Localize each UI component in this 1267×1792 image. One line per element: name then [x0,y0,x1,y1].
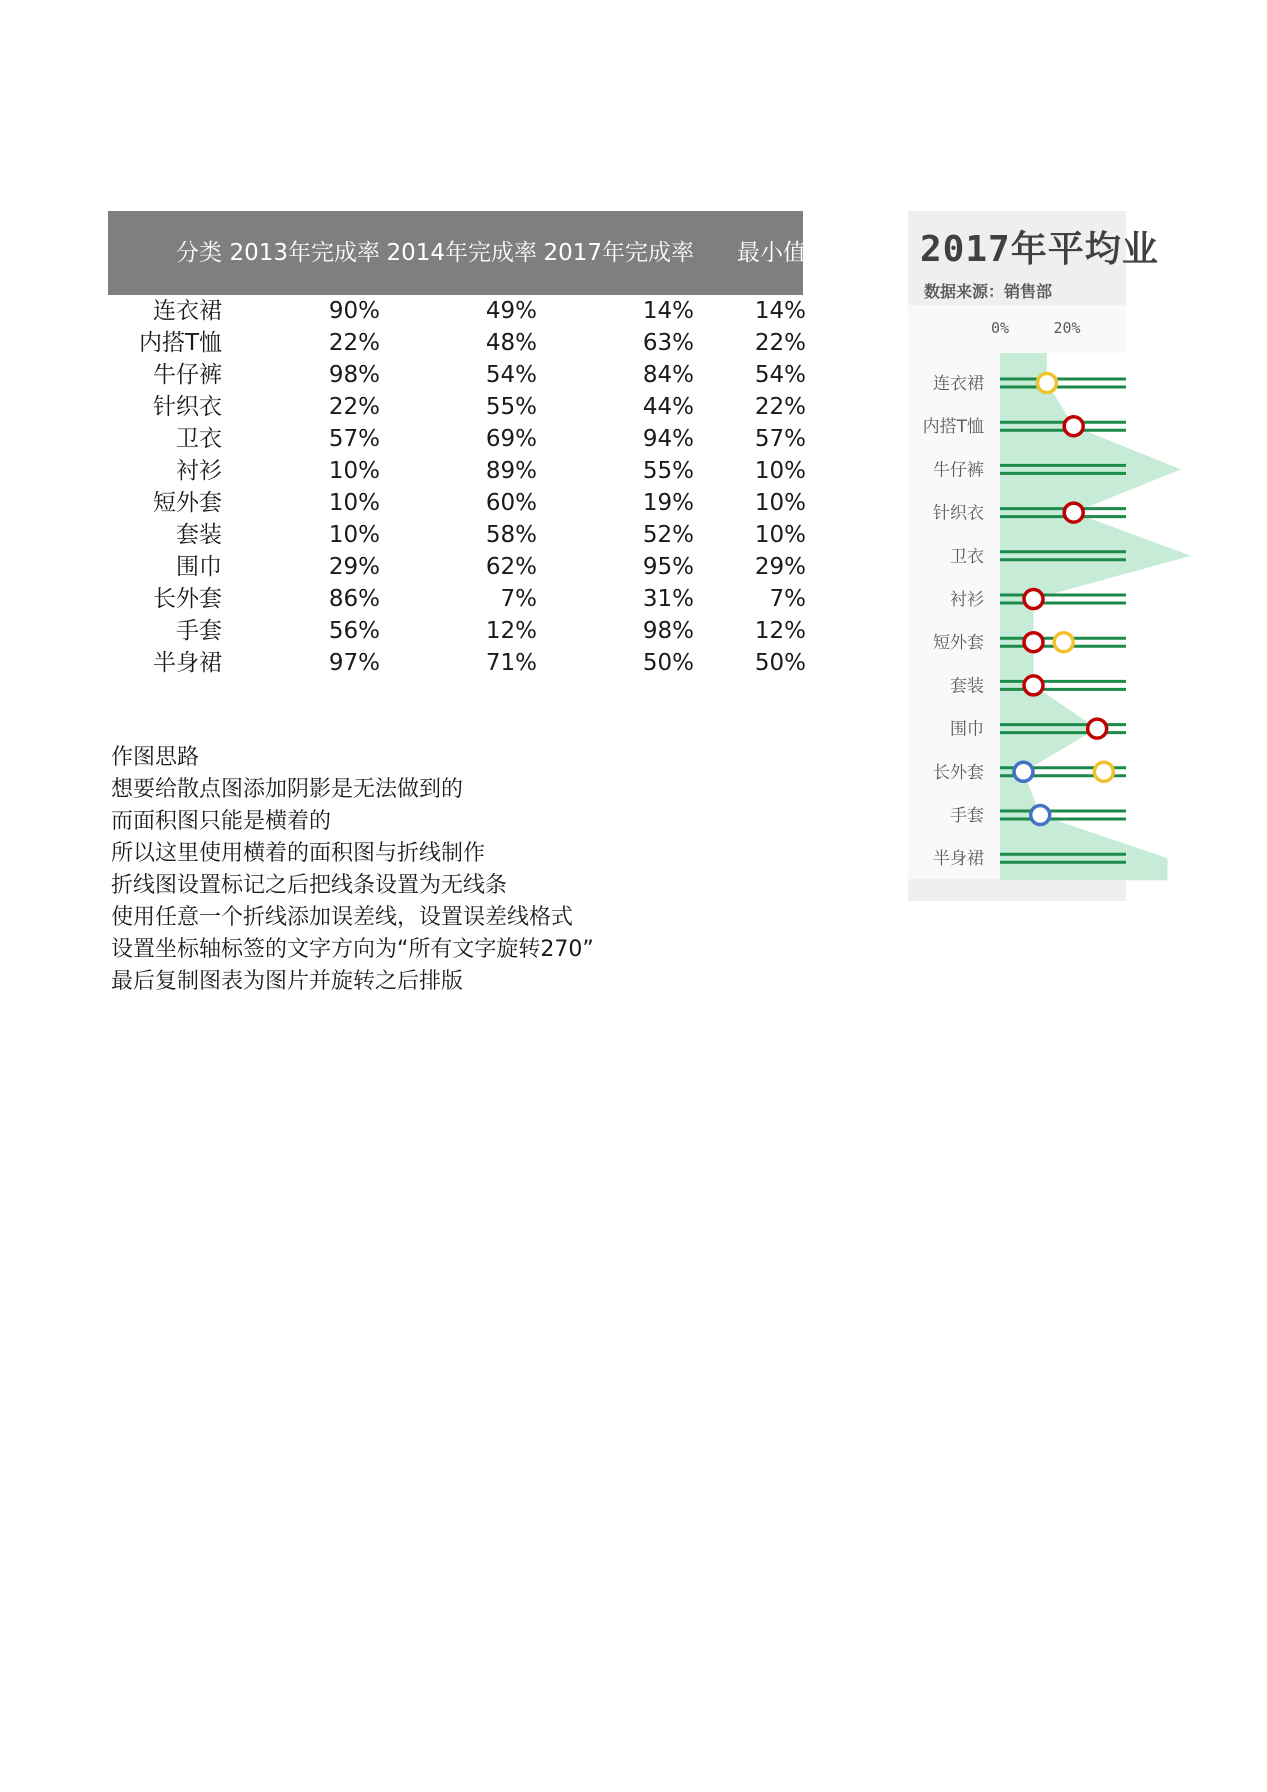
data-point [1064,417,1083,436]
data-point [1088,719,1107,738]
row-2014-rate: 71% [485,650,537,676]
note-line: 设置坐标轴标签的文字方向为“所有文字旋转270” [111,937,594,962]
table-row [108,359,806,391]
table-row [108,487,806,519]
row-category: 牛仔裤 [153,362,222,388]
row-min: 57% [754,426,806,452]
data-point [1037,374,1056,393]
row-category: 手套 [176,618,222,644]
notes-block [111,742,594,998]
category-label: 衬衫 [950,590,984,610]
notes-heading: 作图思路 [111,745,200,770]
table-row [108,615,806,647]
row-2014-rate: 55% [485,394,537,420]
data-point [1054,633,1073,652]
data-point [1024,633,1043,652]
row-2013-rate: 22% [328,394,380,420]
row-2014-rate: 62% [485,554,537,580]
row-min: 7% [769,586,806,612]
chart-title: 2017年平均业 [920,229,1159,270]
row-min: 50% [754,650,806,676]
data-point [1094,762,1113,781]
row-2013-rate: 10% [328,522,380,548]
header-2017-rate: 2017年完成率 [543,240,694,266]
row-min: 22% [754,394,806,420]
row-2017-rate: 94% [642,426,694,452]
row-min: 22% [754,330,806,356]
table-row [108,551,806,583]
table-body [108,295,806,679]
data-point [1014,762,1033,781]
row-2017-rate: 98% [642,618,694,644]
row-2014-rate: 12% [485,618,537,644]
row-min: 14% [754,298,806,324]
row-2014-rate: 58% [485,522,537,548]
category-label: 内搭T恤 [922,417,984,438]
row-category: 内搭T恤 [138,330,222,356]
row-2017-rate: 95% [642,554,694,580]
row-category: 卫衣 [176,426,222,452]
row-min: 29% [754,554,806,580]
header-2014-rate: 2014年完成率 [386,240,537,266]
x-tick-label: 0% [990,319,1010,337]
category-label: 半身裙 [933,849,984,870]
row-min: 54% [754,362,806,388]
row-min: 10% [754,522,806,548]
row-2013-rate: 98% [328,362,380,388]
row-category: 针织衣 [153,394,222,420]
table-row [108,423,806,455]
row-category: 半身裙 [153,650,222,676]
data-point [1024,590,1043,609]
row-2017-rate: 84% [642,362,694,388]
row-min: 10% [754,490,806,516]
row-2013-rate: 57% [328,426,380,452]
table-row [108,391,806,423]
note-line: 使用任意一个折线添加误差线，设置误差线格式 [111,905,574,930]
row-2014-rate: 69% [485,426,537,452]
row-2014-rate: 89% [485,458,537,484]
table-row [108,647,806,679]
category-label: 连衣裙 [933,374,984,394]
row-2014-rate: 7% [500,586,537,612]
row-2013-rate: 56% [328,618,380,644]
chart-image [908,211,1159,901]
table-row [108,583,806,615]
row-2013-rate: 10% [328,458,380,484]
row-2017-rate: 50% [642,650,694,676]
row-2017-rate: 55% [642,458,694,484]
row-2017-rate: 14% [642,298,694,324]
row-2013-rate: 90% [328,298,380,324]
row-category: 连衣裙 [153,298,222,324]
note-line: 想要给散点图添加阴影是无法做到的 [111,777,464,802]
table-row [108,455,806,487]
row-2013-rate: 29% [328,554,380,580]
row-2017-rate: 52% [642,522,694,548]
row-2014-rate: 54% [485,362,537,388]
category-label: 长外套 [933,762,984,783]
chart-source: 数据来源：销售部 [924,282,1053,301]
note-line: 所以这里使用横着的面积图与折线制作 [111,841,486,866]
row-2014-rate: 49% [485,298,537,324]
category-label: 套装 [950,676,984,697]
row-category: 短外套 [153,490,222,516]
table-row [108,295,806,327]
row-min: 10% [754,458,806,484]
x-tick-label: 20% [1053,319,1081,337]
category-label: 手套 [950,806,984,826]
data-table [108,211,806,679]
table-header [108,211,806,295]
category-label: 短外套 [933,633,984,654]
plot-area [908,305,1126,879]
category-label: 牛仔裤 [933,460,984,481]
header-min: 最小值 [737,240,806,266]
data-point [1031,806,1050,825]
header-2013-rate: 2013年完成率 [229,240,380,266]
row-2017-rate: 44% [642,394,694,420]
row-category: 衬衫 [176,458,222,484]
row-2013-rate: 86% [328,586,380,612]
data-point [1024,676,1043,695]
note-line: 而面积图只能是横着的 [111,809,332,834]
row-2013-rate: 97% [328,650,380,676]
chart-svg [908,305,1126,879]
category-label: 卫衣 [950,546,984,567]
row-2017-rate: 63% [642,330,694,356]
row-min: 12% [754,618,806,644]
data-point [1064,503,1083,522]
row-category: 套装 [176,522,222,548]
row-2014-rate: 48% [485,330,537,356]
category-label: 针织衣 [933,503,984,524]
row-2017-rate: 19% [642,490,694,516]
row-category: 围巾 [176,554,222,580]
table-row [108,327,806,359]
category-label: 围巾 [950,719,984,740]
row-2013-rate: 22% [328,330,380,356]
row-2013-rate: 10% [328,490,380,516]
note-line: 最后复制图表为图片并旋转之后排版 [111,969,464,994]
row-category: 长外套 [153,586,222,612]
header-category: 分类 [176,240,222,266]
note-line: 折线图设置标记之后把线条设置为无线条 [111,873,508,898]
table-row [108,519,806,551]
row-2014-rate: 60% [485,490,537,516]
row-2017-rate: 31% [642,586,694,612]
